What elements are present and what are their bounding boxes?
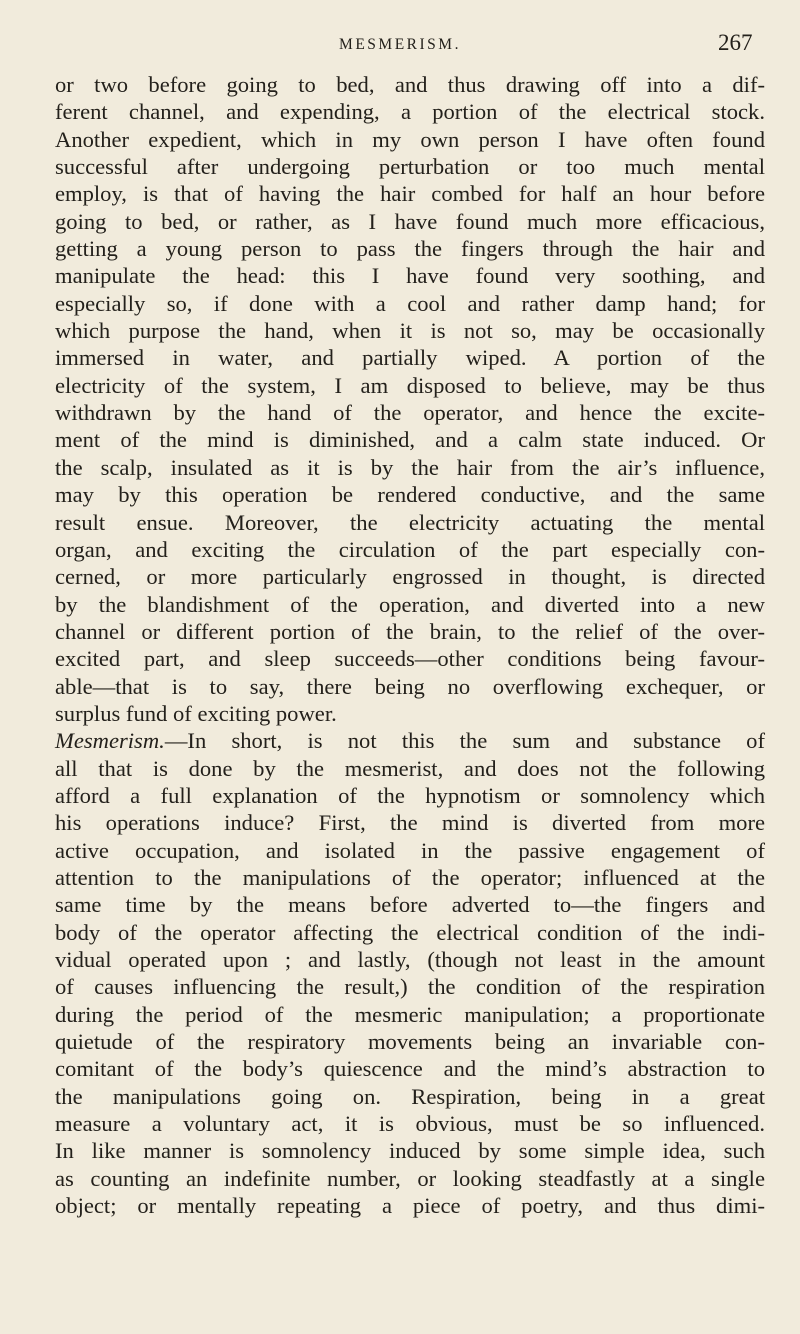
text-line: getting a young person to pass the fingers through the hair and xyxy=(55,236,765,262)
text-line-remainder: —In short, is not this the sum and substance of xyxy=(164,728,765,754)
running-head-title: MESMERISM. xyxy=(339,36,461,53)
text-line: as counting an indefinite number, or looking steadfastly at a single xyxy=(55,1165,765,1191)
text-line: afford a full explanation of the hypnotism or somnolency which xyxy=(55,782,765,808)
text-line: comitant of the body’s quiescence and the mind’s abstraction to xyxy=(55,1056,765,1082)
text-line: by the blandishment of the operation, and diverted into a new xyxy=(55,591,765,617)
text-line: active occupation, and isolated in the passive engagement of xyxy=(55,837,765,863)
text-line: ferent channel, and expending, a portion of the electrical stock. xyxy=(55,99,765,125)
text-line: of causes influencing the result,) the condition of the respiration xyxy=(55,974,765,1000)
text-line: which purpose the hand, when it is not so, may be occasionally xyxy=(55,318,765,344)
text-line: especially so, if done with a cool and rather damp hand; for xyxy=(55,290,765,316)
section-lead: Mesmerism. xyxy=(55,728,165,754)
body-text xyxy=(55,71,765,1219)
text-line: or two before going to bed, and thus drawing off into a dif- xyxy=(55,72,765,97)
text-line: channel or different portion of the brain, to the relief of the over- xyxy=(55,618,765,644)
text-line: manipulate the head: this I have found very soothing, and xyxy=(55,263,765,289)
text-line: vidual operated upon ; and lastly, (though not least in the amount xyxy=(55,947,765,972)
text-line: organ, and exciting the circulation of the part especially con- xyxy=(55,536,765,562)
text-line: same time by the means before adverted to—the fingers and xyxy=(55,892,765,918)
text-line: immersed in water, and partially wiped. A portion of the xyxy=(55,345,765,371)
text-line: the manipulations going on. Respiration, being in a great xyxy=(55,1083,765,1109)
text-line: measure a voluntary act, it is obvious, must be so influenced. xyxy=(55,1111,765,1137)
text-line: able—that is to say, there being no overflowing exchequer, or xyxy=(55,673,765,699)
text-line: cerned, or more particularly engrossed in thought, is directed xyxy=(55,564,765,590)
text-line: withdrawn by the hand of the operator, and hence the excite- xyxy=(55,400,765,426)
text-line: electricity of the system, I am disposed to believe, may be thus xyxy=(55,372,765,398)
text-line: object; or mentally repeating a piece of poetry, and thus dimi- xyxy=(55,1193,765,1219)
text-line: may by this operation be rendered conductive, and the same xyxy=(55,482,765,508)
page-number: 267 xyxy=(718,30,753,55)
text-line: successful after undergoing perturbation or too much mental xyxy=(55,154,765,180)
text-line: all that is done by the mesmerist, and does not the following xyxy=(55,755,765,781)
text-line: the scalp, insulated as it is by the hair from the air’s influence, xyxy=(55,454,765,480)
text-line: In like manner is somnolency induced by some simple idea, such xyxy=(55,1138,765,1164)
text-line: employ, is that of having the hair combed for half an hour before xyxy=(55,181,765,207)
text-line: surplus fund of exciting power. xyxy=(55,700,337,726)
text-line: during the period of the mesmeric manipulation; a proportionate xyxy=(55,1001,765,1027)
text-line: result ensue. Moreover, the electricity actuating the mental xyxy=(55,509,765,535)
text-line: body of the operator affecting the electrical condition of the indi- xyxy=(55,919,765,945)
text-line: Another expedient, which in my own person I have often found xyxy=(55,126,765,152)
paragraph-first-line xyxy=(55,727,765,754)
text-line: excited part, and sleep succeeds—other conditions being favour- xyxy=(55,646,765,672)
text-line: going to bed, or rather, as I have found much more efficacious, xyxy=(55,208,765,234)
text-line: attention to the manipulations of the operator; influenced at the xyxy=(55,864,765,890)
text-line: ment of the mind is diminished, and a calm state induced. Or xyxy=(55,427,765,453)
text-line: quietude of the respiratory movements being an invariable con- xyxy=(55,1029,765,1055)
text-line: his operations induce? First, the mind is diverted from more xyxy=(55,810,765,836)
running-head xyxy=(0,30,800,64)
